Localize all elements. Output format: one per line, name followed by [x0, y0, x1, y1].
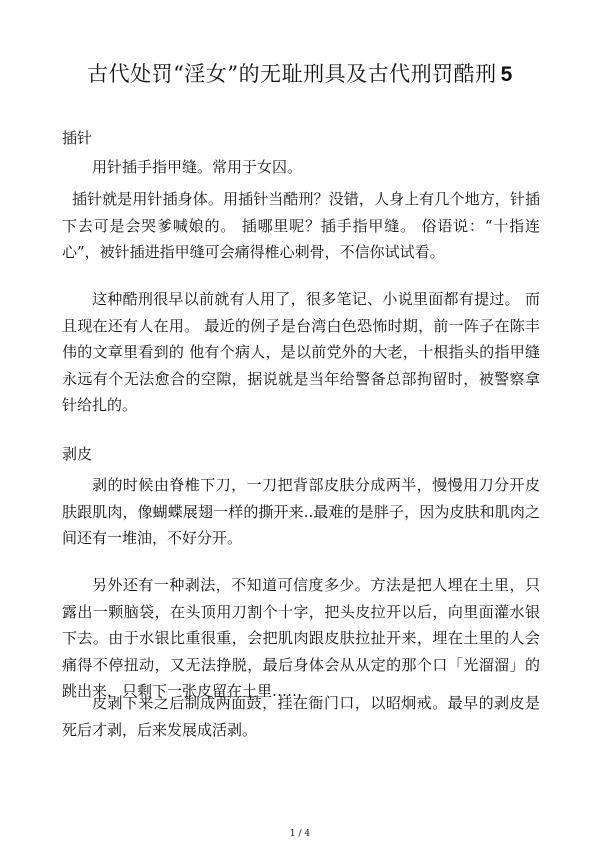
document-title-text: 古代处罚“淫女”的无耻刑具及古代刑罚酷刑 — [87, 62, 497, 86]
paragraph: 用针插手指甲缝。常用于女囚。 — [92, 158, 303, 176]
document-title — [40, 56, 560, 93]
paragraph: 插针就是用针插身体。用插针当酷刑？没错，人身上有几个地方，针插下去可是会哭爹喊娘的。 插哪里呢？插手指甲缝。 俗语说：“十指连心”，被针插进指甲缝可会痛得椎心刺骨，不信你试试看。 — [62, 190, 540, 261]
section-heading-needle: 插针 — [62, 129, 93, 147]
paragraph: 另外还有一种剥法，不知道可信度多少。方法是把人埋在土里，只露出一颗脑袋，在头顶用刀割个十字，把头皮拉开以后，向里面灌水银下去。由于水银比重很重，会把肌肉跟皮肤拉扯开来，埋在土里的人会痛得不停扭动，又无法挣脱，最后身体会从从定的那个口「光溜溜」的跳出来，只剩下一张皮留在土里…… — [62, 576, 540, 700]
paragraph: 剥的时候由脊椎下刀，一刀把背部皮肤分成两半，慢慢用刀分开皮肤跟肌肉，像蝴蝶展翅一样的撕开来..最难的是胖子，因为皮肤和肌肉之间还有一堆油，不好分开。 — [62, 476, 540, 547]
paragraph: 这种酷刑很早以前就有人用了，很多笔记、小说里面都有提过。 而且现在还有人在用。 最近的例子是台湾白色恐怖时期，前一阵子在陈丰伟的文章里看到的 他有个病人，是以前党外的大老，十根指头的指甲缝永远有个无法愈合的空隙，据说就是当年给警备总部拘留时，被警察拿针给扎的。 — [62, 290, 540, 414]
paragraph: 皮剥下来之后制成两面鼓，挂在衙门口，以昭炯戒。最早的剥皮是死后才剥，后来发展成活剥。 — [62, 694, 540, 739]
document-title-number: 5 — [500, 63, 513, 86]
section-heading-flaying: 剥皮 — [62, 445, 93, 463]
page-indicator: 1 / 4 — [289, 829, 311, 839]
